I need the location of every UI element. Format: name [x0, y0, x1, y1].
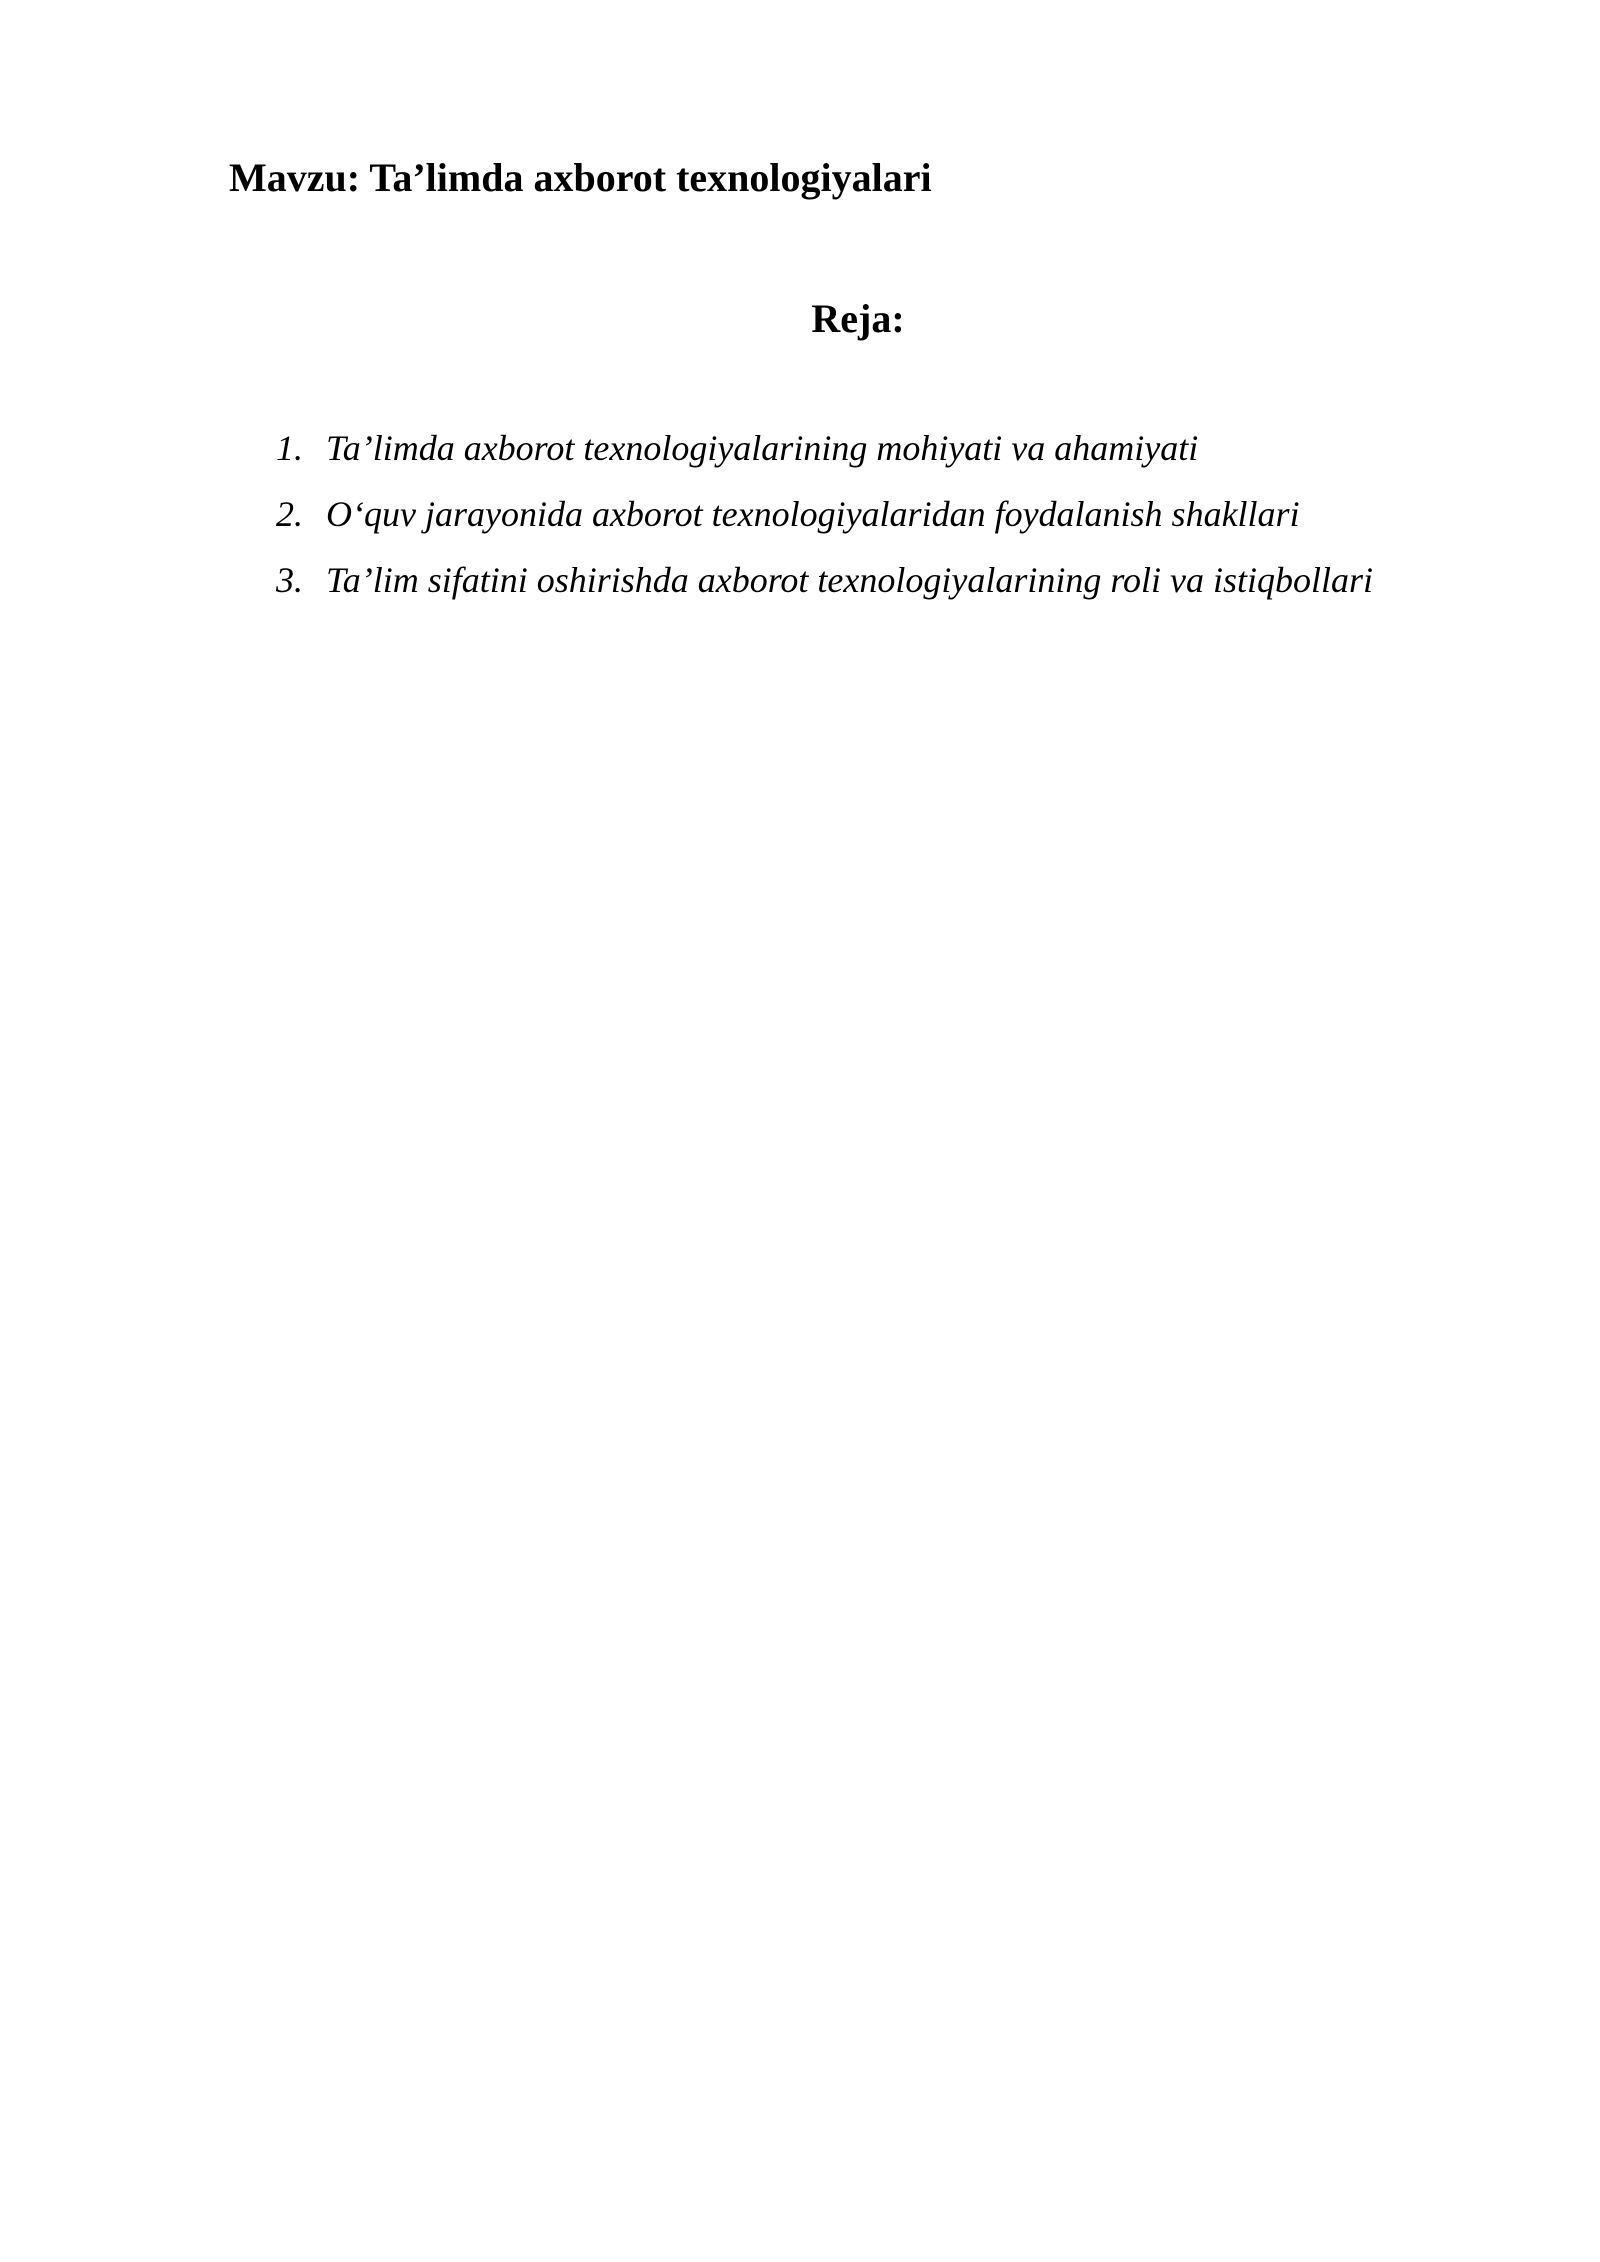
plan-item — [276, 425, 1373, 491]
plan-item-number: 2. — [276, 494, 303, 534]
plan-item — [276, 557, 1373, 623]
plan-item-text: Ta’limda axborot texnologiyalarining mohiyati va ahamiyati — [326, 428, 1199, 468]
plan-item — [276, 491, 1373, 557]
plan-item-number: 1. — [276, 428, 303, 468]
plan-heading: Reja: — [811, 296, 905, 341]
plan-item-number: 3. — [276, 560, 303, 600]
plan-item-text: O‘quv jarayonida axborot texnologiyalaridan foydalanish shakllari — [326, 494, 1300, 534]
plan-list — [276, 425, 1373, 623]
document-title: Mavzu: Ta’limda axborot texnologiyalari — [229, 155, 932, 200]
plan-item-text: Ta’lim sifatini oshirishda axborot texnologiyalarining roli va istiqbollari — [326, 560, 1374, 600]
